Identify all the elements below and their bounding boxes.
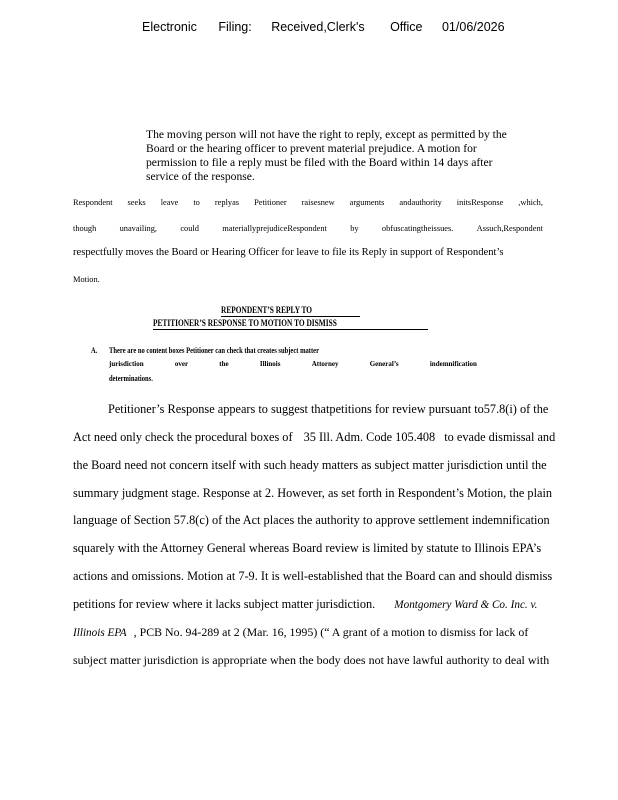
- section-word: the: [219, 360, 229, 368]
- section-word: indemnification: [429, 360, 477, 368]
- intro-word: Petitioner: [254, 198, 287, 207]
- intro-word: leave: [160, 198, 179, 207]
- intro-line-2: [73, 224, 543, 233]
- body-line-8: [73, 597, 537, 612]
- intro-line-3: respectfully moves the Board or Hearing Officer for leave to file its Reply in support of Respondent’s: [73, 247, 504, 258]
- body-text: petitions for review where it lacks subject matter jurisdiction.: [73, 597, 376, 611]
- intro-word: though: [73, 224, 97, 233]
- section-a-line-3: determinations.: [109, 374, 153, 383]
- body-line-3: the Board need not concern itself with such heady matters as subject matter jurisdiction until the: [73, 458, 547, 472]
- title-underline-1: [221, 316, 360, 317]
- intro-word: replyas: [214, 198, 240, 207]
- case-citation: Montgomery Ward & Co. Inc. v.: [394, 599, 538, 611]
- header-word: Office: [390, 20, 423, 34]
- header-date: 01/06/2026: [441, 20, 505, 34]
- reply-title-line-1: REPONDENT’S REPLY TO: [221, 305, 313, 315]
- case-citation: Illinois EPA: [73, 627, 127, 639]
- intro-word: to: [193, 198, 200, 207]
- intro-word: seeks: [127, 198, 146, 207]
- section-word: jurisdiction: [109, 360, 144, 368]
- intro-word: raisesnew: [301, 198, 335, 207]
- intro-word: arguments: [349, 198, 385, 207]
- quoted-rule: The moving person will not have the right to reply, except as permitted by the Board or the hearing officer to prevent material prejudice. A motion for permission to file a reply must be filed with the Board within 14 days after service of the response.: [146, 128, 507, 183]
- body-line-7: actions and omissions. Motion at 7-9. It is well-established that the Board can and should dismiss: [73, 569, 553, 583]
- section-word: General’s: [369, 360, 399, 368]
- body-line-4: summary judgment stage. Response at 2. However, as set forth in Respondent’s Motion, the plain: [73, 486, 553, 500]
- section-a-line-2: [109, 360, 477, 368]
- intro-word: andauthority: [399, 198, 442, 207]
- body-text: Act need only check the procedural boxes of: [73, 430, 293, 444]
- header-word: Filing:: [218, 20, 252, 34]
- intro-word: unavailing,: [119, 224, 158, 233]
- body-line-10: subject matter jurisdiction is appropriate when the body does not have lawful authority to deal with: [73, 653, 550, 667]
- intro-word: could: [180, 224, 199, 233]
- header-word: Electronic: [142, 20, 197, 34]
- filing-stamp-header: [142, 20, 521, 34]
- intro-word: ,which,: [518, 198, 543, 207]
- intro-word: obfuscatingtheissues.: [381, 224, 454, 233]
- intro-line-4: Motion.: [73, 275, 100, 284]
- intro-line-1: [73, 198, 543, 207]
- title-underline-2: [153, 329, 428, 330]
- section-word: Illinois: [259, 360, 281, 368]
- intro-word: initsResponse: [456, 198, 504, 207]
- intro-word: Respondent: [73, 198, 113, 207]
- section-word: Attorney: [311, 360, 339, 368]
- section-word: over: [174, 360, 189, 368]
- intro-word: materiallyprejudiceRespondent: [222, 224, 327, 233]
- body-line-5: language of Section 57.8(c) of the Act places the authority to approve settlement indemnification: [73, 513, 550, 527]
- section-marker: A.: [91, 346, 98, 355]
- citation: 35 Ill. Adm. Code 105.408: [303, 430, 436, 444]
- body-text: , PCB No. 94-289 at 2 (Mar. 16, 1995) (“ A grant of a motion to dismiss for lack of: [133, 625, 529, 639]
- body-line-2: [73, 430, 555, 445]
- body-text: to evade dismissal and: [444, 430, 556, 444]
- body-line-1: Petitioner’s Response appears to suggest thatpetitions for review pursuant to57.8(i) of the: [108, 402, 549, 416]
- section-a-line-1: There are no content boxes Petitioner can check that creates subject matter: [109, 346, 319, 355]
- reply-title-line-2: PETITIONER’S RESPONSE TO MOTION TO DISMISS: [153, 318, 337, 328]
- body-line-6: squarely with the Attorney General whereas Board review is limited by statute to Illinois EPA’s: [73, 541, 542, 555]
- intro-word: Assuch,Respondent: [476, 224, 543, 233]
- intro-word: by: [350, 224, 359, 233]
- header-word: Received,Clerk's: [271, 20, 365, 34]
- body-line-9: [73, 625, 528, 640]
